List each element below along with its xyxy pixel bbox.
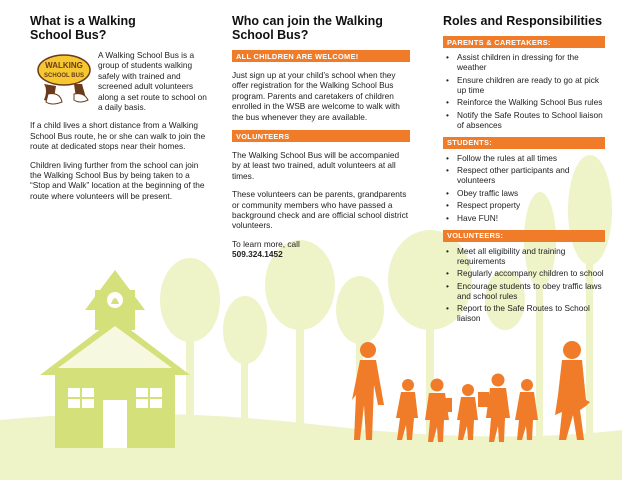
parents-caretakers-list: [443, 52, 605, 130]
list-item: • Regularly accompany children to school: [443, 268, 605, 278]
logo-line1: WALKING: [45, 61, 83, 70]
list-item: • Respect other participants and volunteers: [443, 165, 605, 185]
volunteers-banner: VOLUNTEERS: [232, 130, 410, 142]
learn-more-text: To learn more, call: [232, 238, 300, 249]
column-who-can-join: [232, 14, 410, 268]
what-is-paragraph-1: A Walking School Bus is a group of students walking safely with trained and screened adult volunteers along a set route to school on a daily basis.: [98, 50, 207, 113]
list-item: • Have FUN!: [443, 213, 605, 223]
students-list: [443, 153, 605, 223]
list-item: • Ensure children are ready to go at pick up time: [443, 75, 605, 95]
students-banner: STUDENTS:: [443, 137, 605, 149]
what-is-heading-line1: What is a Walking: [30, 14, 136, 28]
volunteers-list: [443, 246, 605, 324]
list-item: • Notify the Safe Routes to School liaison of absences: [443, 110, 605, 130]
list-item: • Meet all eligibility and training requirements: [443, 246, 605, 266]
who-can-join-heading-line1: Who can join the Walking: [232, 14, 383, 28]
all-children-welcome-banner: ALL CHILDREN ARE WELCOME!: [232, 50, 410, 62]
list-item: • Report to the Safe Routes to School liaison: [443, 303, 605, 323]
column-roles: [443, 14, 605, 330]
list-item: • Reinforce the Walking School Bus rules: [443, 97, 605, 107]
list-item: • Encourage students to obey traffic laws and school rules: [443, 281, 605, 301]
phone-number: 509.324.1452: [232, 249, 283, 260]
volunteers-paragraph-1: The Walking School Bus will be accompanied by at least two trained, adult volunteers at all times.: [232, 150, 400, 181]
list-item: • Respect property: [443, 200, 605, 210]
what-is-paragraph-2: If a child lives a short distance from a Walking School Bus route, he or she can walk to join the route at dedicated stops near their homes.: [30, 120, 206, 152]
walking-school-bus-logo: [30, 50, 94, 108]
who-can-join-heading-line2: School Bus?: [232, 28, 309, 42]
walking-people-illustration: [352, 341, 590, 442]
column-what-is: [30, 14, 208, 209]
logo-line2: SCHOOL BUS: [44, 73, 84, 79]
sign-up-paragraph: Just sign up at your child’s school when they offer registration for the Walking School Bus program. Parents and caretakers of children enrolled in the WSB are welcome to walk with the bus whenever they are available.: [232, 70, 400, 122]
parents-caretakers-banner: PARENTS & CARETAKERS:: [443, 36, 605, 48]
list-item: • Assist children in dressing for the weather: [443, 52, 605, 72]
what-is-heading-line2: School Bus?: [30, 28, 107, 42]
who-can-join-heading: [232, 14, 410, 42]
roles-heading: Roles and Responsibilities: [443, 14, 603, 28]
list-item: • Obey traffic laws: [443, 188, 605, 198]
contact-info: [232, 239, 410, 260]
what-is-heading: [30, 14, 208, 42]
list-item: • Follow the rules at all times: [443, 153, 605, 163]
volunteers-paragraph-2: These volunteers can be parents, grandparents or community members who have passed a background check and are official school district volunteers.: [232, 189, 409, 231]
volunteers-roles-banner: VOLUNTEERS:: [443, 230, 605, 242]
what-is-paragraph-3: Children living further from the school can join the Walking School Bus by being taken to a “Stop and Walk” location at the beginning of the route where volunteers will be present.: [30, 159, 205, 201]
